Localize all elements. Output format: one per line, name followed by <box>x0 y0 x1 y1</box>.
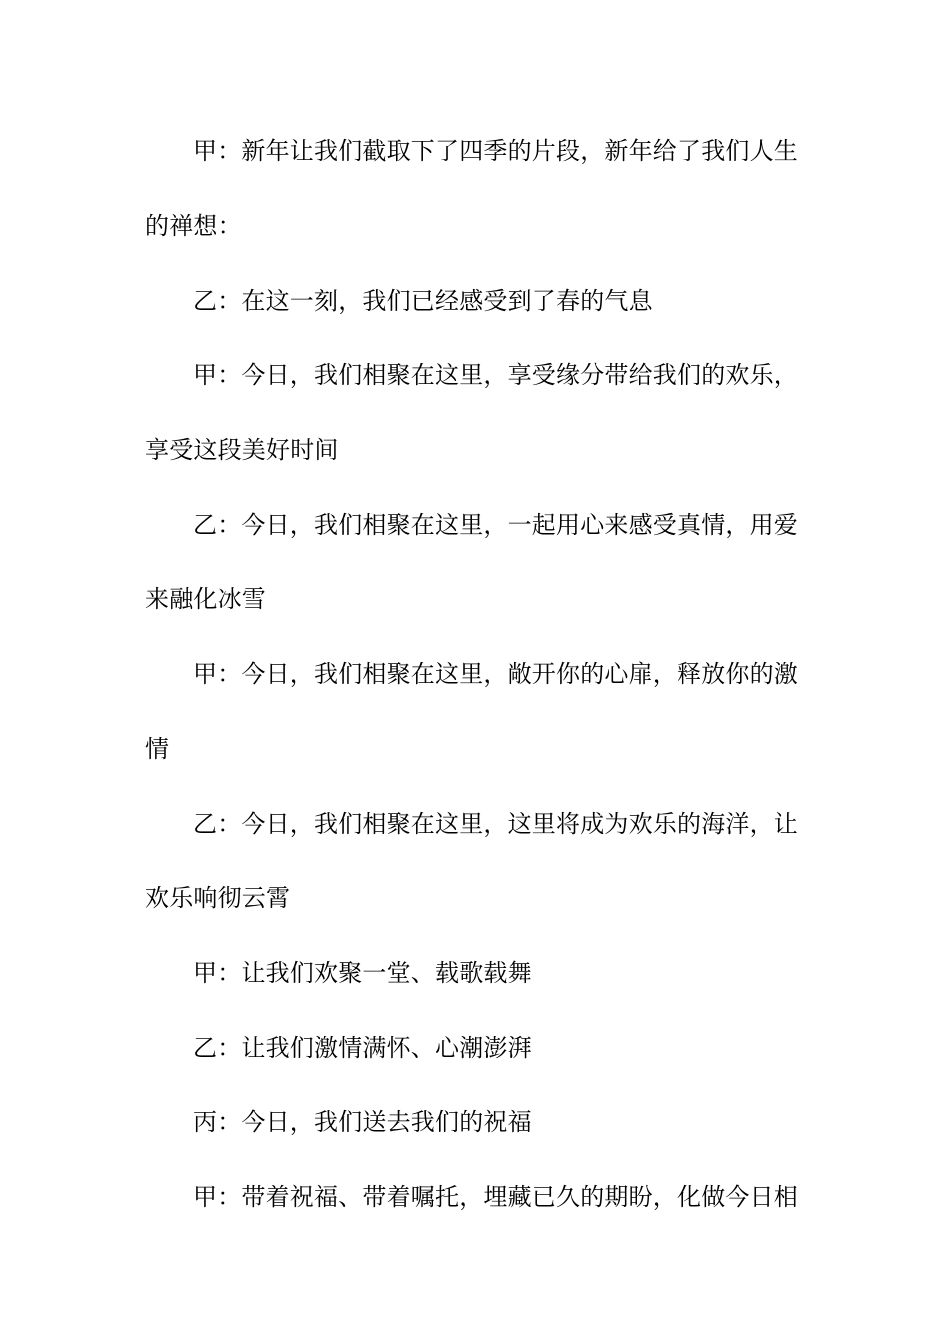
text-line: 享受这段美好时间 <box>145 436 339 464</box>
text-line: 情 <box>145 735 170 763</box>
text-line: 的禅想： <box>145 212 242 240</box>
text-line: 乙：今日，我们相聚在这里，这里将成为欢乐的海洋，让 <box>193 810 798 838</box>
text-line: 乙：让我们激情满怀、心潮澎湃 <box>193 1034 532 1062</box>
text-line: 来融化冰雪 <box>145 585 266 613</box>
text-line: 甲：新年让我们截取下了四季的片段，新年给了我们人生 <box>193 137 798 165</box>
text-line: 甲：今日，我们相聚在这里，敞开你的心扉，释放你的激 <box>193 660 798 688</box>
text-line: 甲：今日，我们相聚在这里，享受缘分带给我们的欢乐， <box>193 361 798 389</box>
text-line: 甲：带着祝福、带着嘱托，埋藏已久的期盼，化做今日相 <box>193 1183 798 1211</box>
text-line: 欢乐响彻云霄 <box>145 884 291 912</box>
text-line: 丙：今日，我们送去我们的祝福 <box>193 1108 532 1136</box>
text-line: 乙：在这一刻，我们已经感受到了春的气息 <box>193 287 653 315</box>
text-line: 甲：让我们欢聚一堂、载歌载舞 <box>193 959 532 987</box>
text-line: 乙：今日，我们相聚在这里，一起用心来感受真情，用爱 <box>193 511 798 539</box>
